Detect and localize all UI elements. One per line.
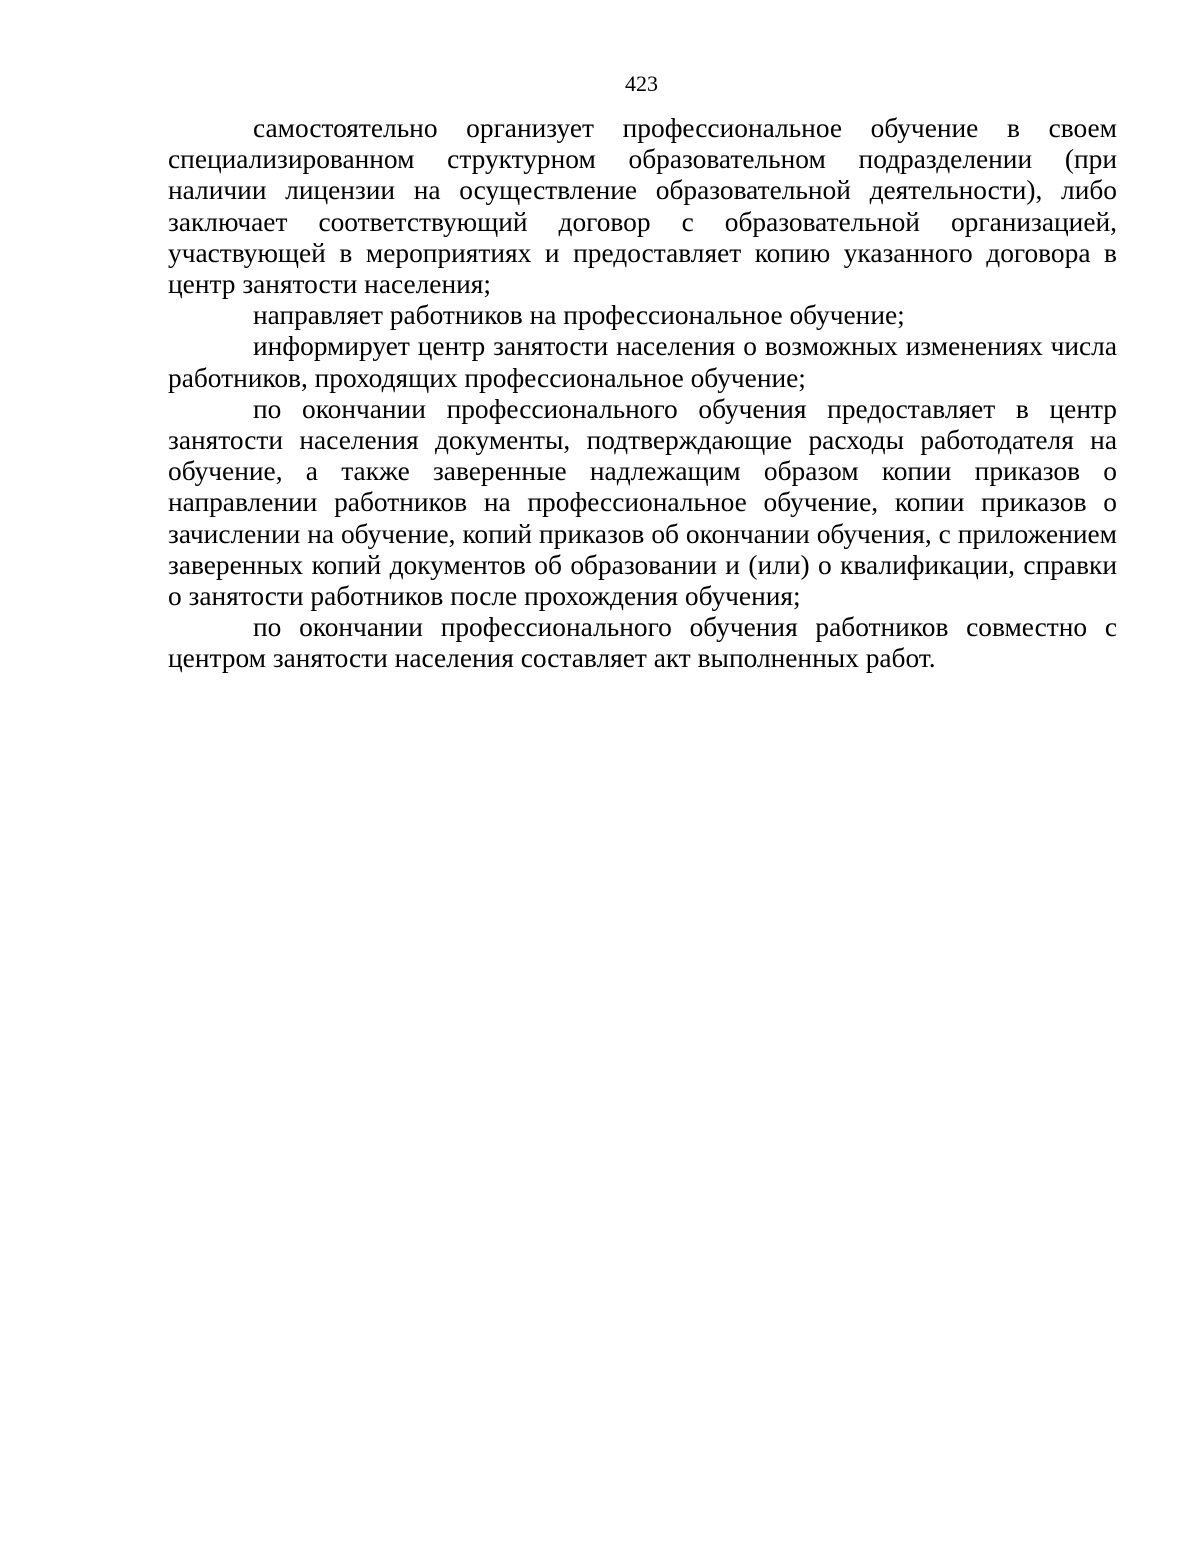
- paragraph-3: информирует центр занятости населения о возможных изменениях числа работников, проходящих профессиональное обучение;: [168, 331, 1117, 393]
- paragraph-5: по окончании профессионального обучения работников совместно с центром занятости населения составляет акт выполненных работ.: [168, 612, 1117, 674]
- paragraph-2: направляет работников на профессиональное обучение;: [253, 300, 905, 331]
- page-number: 423: [625, 71, 658, 96]
- paragraph-1: самостоятельно организует профессиональное обучение в своем специализированном структурном образовательном подразделении (при наличии лицензии на осуществление образовательной деятельности), либо заключает соответствующий договор с образовательной организацией, участвующей в мероприятиях и предоставляет копию указанного договора в центр занятости населения;: [168, 113, 1117, 300]
- body-text: [168, 113, 1117, 675]
- paragraph-4: по окончании профессионального обучения предоставляет в центр занятости населения документы, подтверждающие расходы работодателя на обучение, а также заверенные надлежащим образом копии приказов о направлении работников на профессиональное обучение, копии приказов о зачислении на обучение, копий приказов об окончании обучения, с приложением заверенных копий документов об образовании и (или) о квалификации, справки о занятости работников после прохождения обучения;: [168, 393, 1117, 612]
